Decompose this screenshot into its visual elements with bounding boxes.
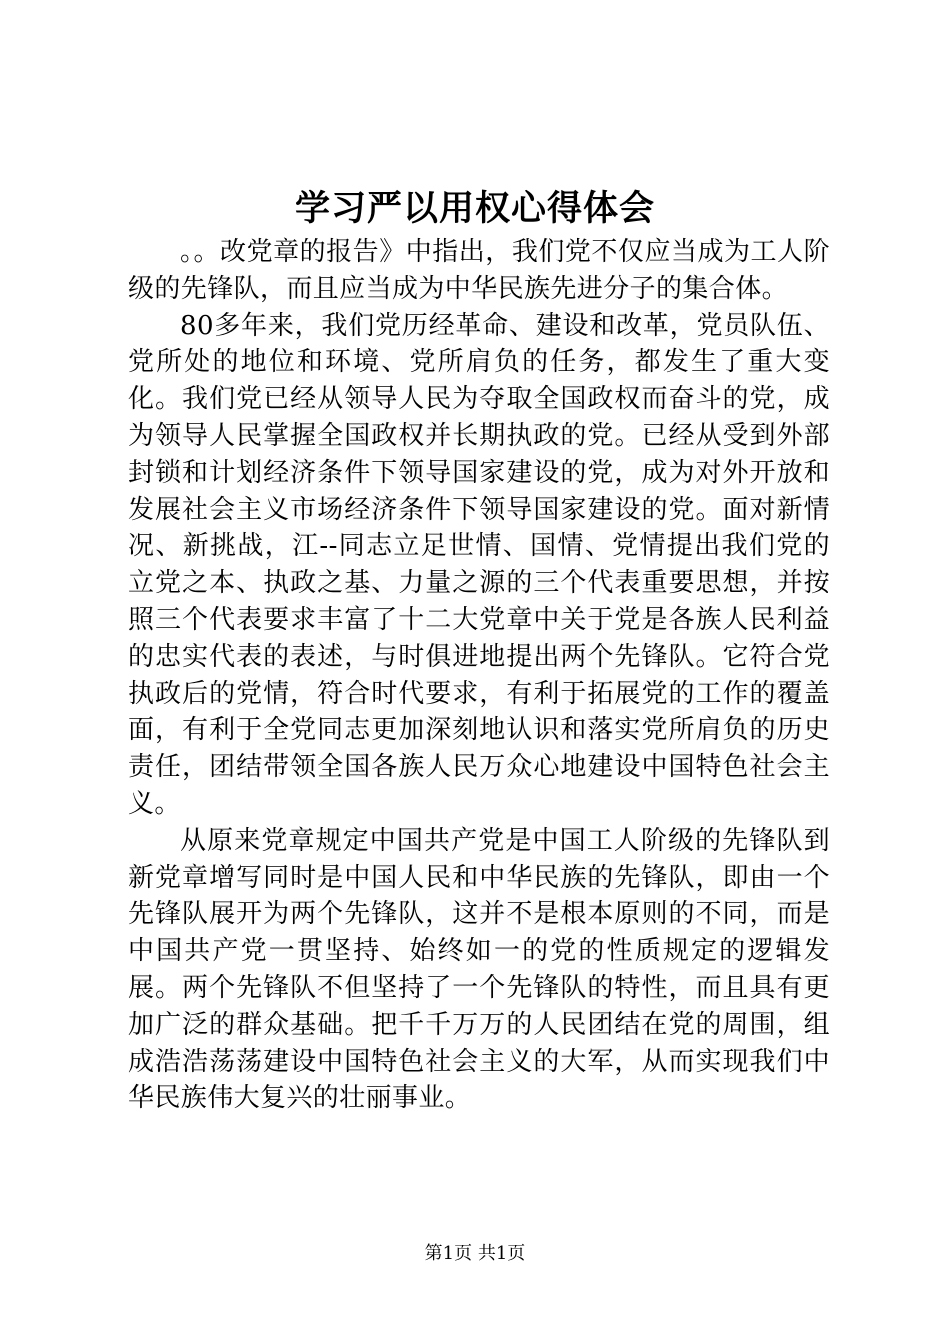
- paragraph-1: 。。改党章的报告》中指出，我们党不仅应当成为工人阶级的先锋队，而且应当成为中华民族先进分子的集合体。: [128, 237, 830, 304]
- page-number: 第1页: [424, 1243, 473, 1264]
- document-body: [128, 234, 830, 1117]
- paragraph-3: 从原来党章规定中国共产党是中国工人阶级的先锋队到新党章增写同时是中国人民和中华民族的先锋队，即由一个先锋队展开为两个先锋队，这并不是根本原则的不同，而是中国共产党一贯坚持、始终如一的党的性质规定的逻辑发展。两个先锋队不但坚持了一个先锋队的特性，而且具有更加广泛的群众基础。把千千万万的人民团结在党的周围，组成浩浩荡荡建设中国特色社会主义的大军，从而实现我们中华民族伟大复兴的壮丽事业。: [128, 825, 830, 1114]
- page-footer: [0, 1242, 950, 1266]
- paragraph-2: 80多年来，我们党历经革命、建设和改革，党员队伍、党所处的地位和环境、党所肩负的任务，都发生了重大变化。我们党已经从领导人民为夺取全国政权而奋斗的党，成为领导人民掌握全国政权并长期执政的党。已经从受到外部封锁和计划经济条件下领导国家建设的党，成为对外开放和发展社会主义市场经济条件下领导国家建设的党。面对新情况、新挑战，江--同志立足世情、国情、党情提出我们党的立党之本、执政之基、力量之源的三个代表重要思想，并按照三个代表要求丰富了十二大党章中关于党是各族人民利益的忠实代表的表述，与时俱进地提出两个先锋队。它符合党执政后的党情，符合时代要求，有利于拓展党的工作的覆盖面，有利于全党同志更加深刻地认识和落实党所肩负的历史责任，团结带领全国各族人民万众心地建设中国特色社会主义。: [128, 310, 830, 819]
- page-title: 学习严以用权心得体会: [294, 188, 655, 229]
- page-total: 共1页: [477, 1243, 526, 1264]
